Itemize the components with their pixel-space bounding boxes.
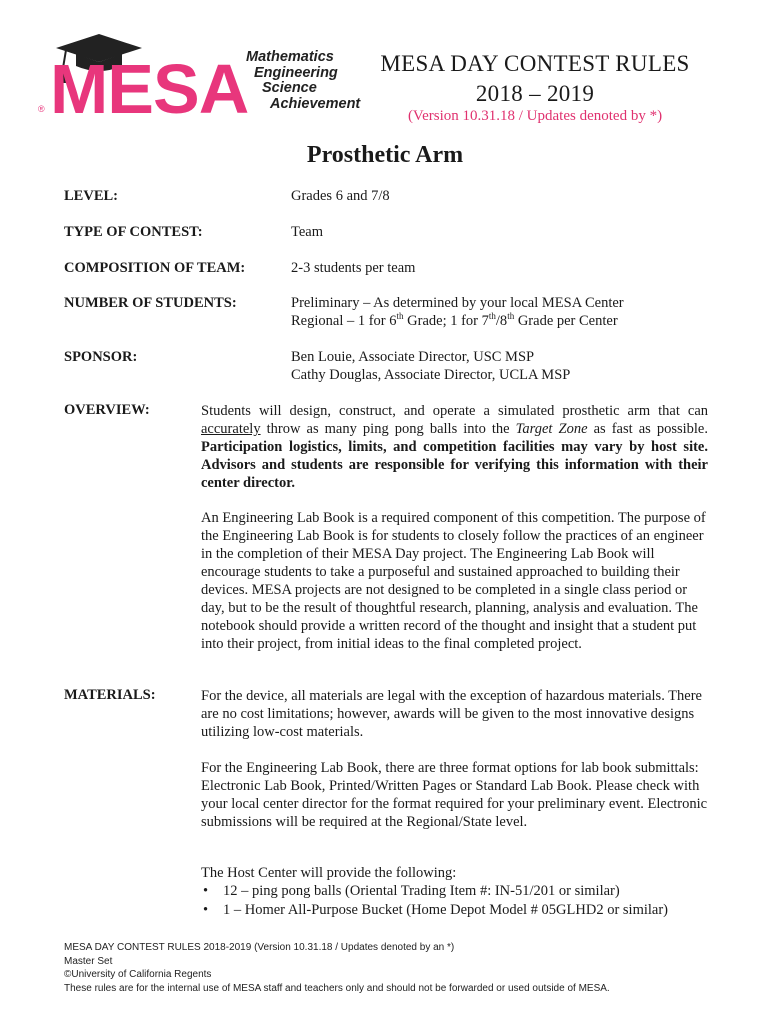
text-run: Students will design, construct, and operate a simulated prosthetic arm that can <box>201 403 708 419</box>
text-run: throw as many ping pong balls into the <box>260 421 516 437</box>
logo-tagline <box>246 50 360 112</box>
students-line-regional <box>291 313 618 329</box>
text-run: as fast as possible. <box>587 421 708 437</box>
materials-paragraph: For the device, all materials are legal with the exception of hazardous materials. There are no cost limitations; however, awards will be given to the most innovative designs utilizing low-cost materials. <box>201 688 702 740</box>
level-label: LEVEL: <box>64 188 118 204</box>
page-footer <box>64 941 744 995</box>
students-label: NUMBER OF STUDENTS: <box>64 295 237 311</box>
text-run-italic: Target Zone <box>515 421 588 437</box>
sponsor-label: SPONSOR: <box>64 349 138 365</box>
logo-wordmark: MESA <box>50 50 249 128</box>
sponsor-value <box>291 348 731 384</box>
text-run-bold: Participation logistics, limits, and competition facilities may vary by host site. Advisors and students are responsible for verifying this information with their center director. <box>201 439 708 491</box>
materials-label: MATERIALS: <box>64 687 156 703</box>
superscript: th <box>507 311 515 322</box>
text-run-underline: accurately <box>201 421 261 437</box>
overview-label: OVERVIEW: <box>64 402 150 418</box>
logo-line: Mathematics <box>246 49 334 65</box>
type-value: Team <box>291 224 323 240</box>
text-run: Grade per Center <box>514 313 618 329</box>
footer-line: Master Set <box>64 955 113 967</box>
sponsor-line: Cathy Douglas, Associate Director, UCLA MSP <box>291 367 571 383</box>
students-line-preliminary: Preliminary – As determined by your local MESA Center <box>291 295 624 311</box>
lab-book-paragraph: An Engineering Lab Book is a required component of this competition. The purpose of the Engineering Lab Book is for students to closely follow the practices of an engineer in the completion of their MESA Day project. The Engineering Lab Book will encourage students to take a purposeful and sustained approached to building their devices. MESA projects are not designed to be completed in a single class period or day, but to be the result of thoughtful research, planning, analysis and evaluation. The notebook should provide a written record of the thought and insight that a student put into their project, from initial ideas to the final completed project. <box>201 510 706 652</box>
logo-line: Achievement <box>270 95 361 112</box>
superscript: th <box>396 311 404 322</box>
text-run: /8 <box>495 313 508 329</box>
footer-line: These rules are for the internal use of MESA staff and teachers only and should not be forwarded or used outside of MESA. <box>64 982 610 994</box>
page-title: Prosthetic Arm <box>306 142 464 168</box>
lab-book-format-paragraph: For the Engineering Lab Book, there are three format options for lab book submittals: Electronic Lab Book, Printed/Written Pages or Standard Lab Book. Please check with your local center director for the format required for your preliminary event. Electronic submissions will be required at the Regional/State level. <box>201 760 708 830</box>
version-note: (Version 10.31.18 / Updates denoted by *) <box>407 108 663 124</box>
logo-line: Engineering <box>254 64 338 81</box>
level-value: Grades 6 and 7/8 <box>291 188 390 204</box>
students-value <box>291 294 731 330</box>
host-items-list <box>201 882 721 920</box>
host-center-intro: The Host Center will provide the following: <box>201 865 457 881</box>
logo-line: Science <box>262 80 317 96</box>
footer-line: ©University of California Regents <box>64 969 212 980</box>
overview-paragraph <box>201 402 708 492</box>
mesa-logo <box>38 30 361 128</box>
list-item: • 12 – ping pong balls (Oriental Trading Item #: IN-51/201 or similar) <box>201 882 721 901</box>
composition-label: COMPOSITION OF TEAM: <box>64 260 246 276</box>
text-run: Regional – 1 for 6 <box>291 313 397 329</box>
contest-rules-title: MESA DAY CONTEST RULES <box>380 51 690 76</box>
composition-value: 2-3 students per team <box>291 260 416 276</box>
registered-mark: ® <box>38 104 45 114</box>
text-run: Grade; 1 for 7 <box>403 313 489 329</box>
list-item: • 1 – Homer All-Purpose Bucket (Home Depot Model # 05GLHD2 or similar) <box>201 901 721 920</box>
sponsor-line: Ben Louie, Associate Director, USC MSP <box>291 349 535 365</box>
footer-line: MESA DAY CONTEST RULES 2018-2019 (Version 10.31.18 / Updates denoted by an *) <box>64 942 455 953</box>
superscript: th <box>488 311 496 322</box>
contest-year: 2018 – 2019 <box>475 81 595 106</box>
type-label: TYPE OF CONTEST: <box>64 224 203 240</box>
